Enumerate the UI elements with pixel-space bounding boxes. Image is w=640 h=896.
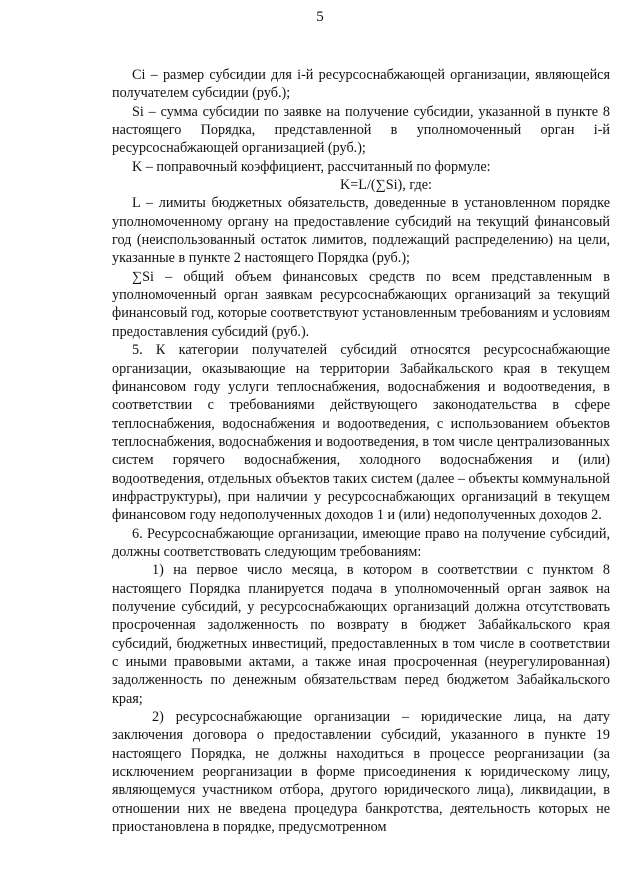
clause-5: 5. К категории получателей субсидий относятся ресурсоснабжающие организации, оказывающие на территории Забайкальского края в текущем финансовом году услуги теплоснабжения, водоснабжения и водоотведения, в соответствии с требованиями действующего законодательства в сфере теплоснабжения, водоснабжения и водоотведения, с использованием объектов теплоснабжения, водоснабжения и водоотведения, в том числе централизованных систем горячего водоснабжения, холодного водоснабжения и (или) водоотведения, отдельных объектов таких систем (далее – объекты коммунальной инфраструктуры), при наличии у ресурсоснабжающих организаций в текущем финансовом году недополученных доходов 1 и (или) недополученных доходов 2. — [112, 342, 610, 524]
definition-si: Si – сумма субсидии по заявке на получение субсидии, указанной в пункте 8 настоящего Порядка, представленной в уполномоченный орган i-й ресурсоснабжающей организацией (руб.); — [112, 103, 610, 157]
page-number: 5 — [316, 9, 324, 25]
definition-l: L – лимиты бюджетных обязательств, доведенные в установленном порядке уполномоченному органу на предоставление субсидий на текущий финансовый год (неиспользованный остаток лимитов, подлежащий распределению) на цели, указанные в пункте 2 настоящего Порядка (руб.); — [112, 195, 610, 267]
clause-6-item-2: 2) ресурсоснабжающие организации – юридические лица, на дату заключения договора о предоставлении субсидий, указанного в пункте 19 настоящего Порядка, не должны находиться в процессе реорганизации (за исключением реорганизации в форме присоединения к юридическому лицу, являющемуся участником отбора, другого юридического лица), ликвидации, в отношении них не введена процедура банкротства, деятельность которых не приостановлена в порядке, предусмотренном — [112, 709, 610, 836]
definition-k: K – поправочный коэффициент, рассчитанный по формуле: — [132, 158, 491, 175]
definition-ci: Ci – размер субсидии для i-й ресурсоснабжающей организации, являющейся получателем субсидии (руб.); — [112, 67, 610, 102]
formula-k: K=L/(∑Si), где: — [340, 177, 432, 194]
document-body — [112, 66, 610, 836]
clause-6-item-1: 1) на первое число месяца, в котором в соответствии с пунктом 8 настоящего Порядка планируется подача в уполномоченный орган заявок на получение субсидий, у ресурсоснабжающих организаций должна отсутствовать просроченная задолженность по возврату в бюджет Забайкальского края субсидий, бюджетных инвестиций, предоставленных в том числе в соответствии с иными правовыми актами, а также иная просроченная (неурегулированная) задолженность по денежным обязательствам перед бюджетом Забайкальского края; — [112, 562, 610, 707]
clause-6: 6. Ресурсоснабжающие организации, имеющие право на получение субсидий, должны соответствовать следующим требованиям: — [112, 525, 610, 560]
definition-sum-si: ∑Si – общий объем финансовых средств по всем представленным в уполномоченный орган заявкам ресурсоснабжающих организаций за текущий финансовый год, которые соответствуют установленным требованиям и условиям предоставления субсидий (руб.). — [112, 268, 610, 340]
